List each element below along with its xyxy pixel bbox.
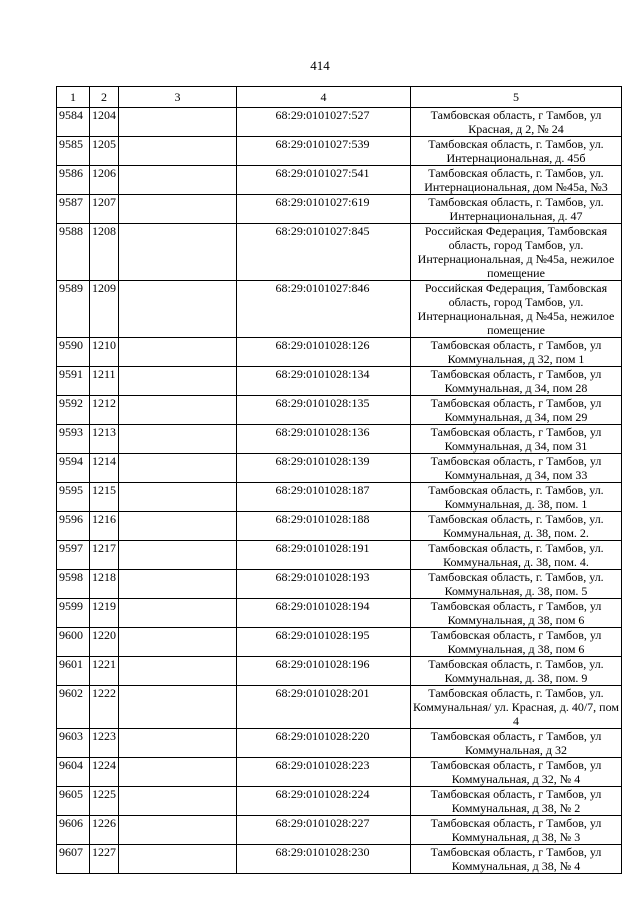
item-number-cell: 1215 <box>90 483 119 512</box>
empty-cell <box>119 512 237 541</box>
item-number-cell: 1219 <box>90 599 119 628</box>
row-number-cell: 9599 <box>57 599 90 628</box>
item-number-cell: 1217 <box>90 541 119 570</box>
table-row <box>57 599 622 628</box>
empty-cell <box>119 396 237 425</box>
cadastral-number-cell: 68:29:0101027:539 <box>237 137 411 166</box>
address-cell: Тамбовская область, г. Тамбов, ул. Коммунальная, д. 38, пом. 1 <box>411 483 622 512</box>
cadastral-number-cell: 68:29:0101028:227 <box>237 816 411 845</box>
row-number-cell: 9594 <box>57 454 90 483</box>
empty-cell <box>119 541 237 570</box>
column-header-3: 3 <box>119 87 237 108</box>
row-number-cell: 9586 <box>57 166 90 195</box>
cadastral-number-cell: 68:29:0101027:846 <box>237 281 411 338</box>
row-number-cell: 9584 <box>57 108 90 137</box>
empty-cell <box>119 483 237 512</box>
empty-cell <box>119 628 237 657</box>
column-header-4: 4 <box>237 87 411 108</box>
empty-cell <box>119 686 237 729</box>
cadastral-number-cell: 68:29:0101028:126 <box>237 338 411 367</box>
row-number-cell: 9606 <box>57 816 90 845</box>
row-number-cell: 9593 <box>57 425 90 454</box>
row-number-cell: 9588 <box>57 224 90 281</box>
table-row <box>57 166 622 195</box>
address-cell: Тамбовская область, г. Тамбов, ул. Коммунальная, д. 38, пом. 4. <box>411 541 622 570</box>
cadastral-number-cell: 68:29:0101028:196 <box>237 657 411 686</box>
item-number-cell: 1211 <box>90 367 119 396</box>
row-number-cell: 9585 <box>57 137 90 166</box>
cadastral-number-cell: 68:29:0101028:220 <box>237 729 411 758</box>
row-number-cell: 9592 <box>57 396 90 425</box>
item-number-cell: 1227 <box>90 845 119 874</box>
cadastral-number-cell: 68:29:0101028:193 <box>237 570 411 599</box>
table-row <box>57 396 622 425</box>
table-row <box>57 845 622 874</box>
table-row <box>57 195 622 224</box>
item-number-cell: 1210 <box>90 338 119 367</box>
row-number-cell: 9607 <box>57 845 90 874</box>
row-number-cell: 9598 <box>57 570 90 599</box>
address-cell: Тамбовская область, г. Тамбов, ул. Коммунальная/ ул. Красная, д. 40/7, пом 4 <box>411 686 622 729</box>
cadastral-number-cell: 68:29:0101028:223 <box>237 758 411 787</box>
item-number-cell: 1218 <box>90 570 119 599</box>
row-number-cell: 9591 <box>57 367 90 396</box>
empty-cell <box>119 758 237 787</box>
empty-cell <box>119 166 237 195</box>
empty-cell <box>119 787 237 816</box>
address-cell: Тамбовская область, г. Тамбов, ул. Интернациональная, дом №45а, №3 <box>411 166 622 195</box>
address-cell: Тамбовская область, г. Тамбов, ул. Коммунальная, д. 38, пом. 9 <box>411 657 622 686</box>
empty-cell <box>119 845 237 874</box>
empty-cell <box>119 599 237 628</box>
table-row <box>57 281 622 338</box>
address-cell: Тамбовская область, г. Тамбов, ул. Коммунальная, д. 38, пом. 5 <box>411 570 622 599</box>
table-row <box>57 570 622 599</box>
cadastral-number-cell: 68:29:0101028:195 <box>237 628 411 657</box>
row-number-cell: 9596 <box>57 512 90 541</box>
cadastral-number-cell: 68:29:0101028:194 <box>237 599 411 628</box>
table-row <box>57 367 622 396</box>
table-row <box>57 108 622 137</box>
cadastral-number-cell: 68:29:0101027:541 <box>237 166 411 195</box>
empty-cell <box>119 281 237 338</box>
cadastral-number-cell: 68:29:0101028:201 <box>237 686 411 729</box>
table-row <box>57 338 622 367</box>
row-number-cell: 9595 <box>57 483 90 512</box>
item-number-cell: 1212 <box>90 396 119 425</box>
item-number-cell: 1222 <box>90 686 119 729</box>
table-row <box>57 224 622 281</box>
address-cell: Российская Федерация, Тамбовская область, город Тамбов, ул. Интернациональная, д №45а, нежилое помещение <box>411 224 622 281</box>
empty-cell <box>119 195 237 224</box>
table-row <box>57 686 622 729</box>
table-row <box>57 512 622 541</box>
address-cell: Тамбовская область, г. Тамбов, ул. Интернациональная, д. 45б <box>411 137 622 166</box>
address-cell: Российская Федерация, Тамбовская область, город Тамбов, ул. Интернациональная, д №45а, нежилое помещение <box>411 281 622 338</box>
table-row <box>57 425 622 454</box>
table-header-row <box>57 87 622 108</box>
cadastral-number-cell: 68:29:0101028:136 <box>237 425 411 454</box>
empty-cell <box>119 338 237 367</box>
page-number: 414 <box>310 58 330 73</box>
address-cell: Тамбовская область, г. Тамбов, ул. Коммунальная, д. 38, пом. 2. <box>411 512 622 541</box>
address-cell: Тамбовская область, г Тамбов, ул Коммунальная, д 38, № 3 <box>411 816 622 845</box>
address-cell: Тамбовская область, г Тамбов, ул Коммунальная, д 38, пом 6 <box>411 628 622 657</box>
empty-cell <box>119 729 237 758</box>
item-number-cell: 1213 <box>90 425 119 454</box>
address-cell: Тамбовская область, г Тамбов, ул Коммунальная, д 32 <box>411 729 622 758</box>
item-number-cell: 1225 <box>90 787 119 816</box>
empty-cell <box>119 108 237 137</box>
item-number-cell: 1214 <box>90 454 119 483</box>
empty-cell <box>119 454 237 483</box>
row-number-cell: 9605 <box>57 787 90 816</box>
item-number-cell: 1223 <box>90 729 119 758</box>
item-number-cell: 1208 <box>90 224 119 281</box>
cadastral-number-cell: 68:29:0101028:135 <box>237 396 411 425</box>
cadastral-number-cell: 68:29:0101028:187 <box>237 483 411 512</box>
item-number-cell: 1221 <box>90 657 119 686</box>
cadastral-number-cell: 68:29:0101028:230 <box>237 845 411 874</box>
cadastral-number-cell: 68:29:0101027:527 <box>237 108 411 137</box>
row-number-cell: 9601 <box>57 657 90 686</box>
table-body <box>57 108 622 874</box>
address-cell: Тамбовская область, г Тамбов, ул Коммунальная, д 38, пом 6 <box>411 599 622 628</box>
table-row <box>57 787 622 816</box>
address-cell: Тамбовская область, г Тамбов, ул Коммунальная, д 34, пом 33 <box>411 454 622 483</box>
item-number-cell: 1216 <box>90 512 119 541</box>
row-number-cell: 9604 <box>57 758 90 787</box>
empty-cell <box>119 816 237 845</box>
item-number-cell: 1207 <box>90 195 119 224</box>
empty-cell <box>119 224 237 281</box>
address-cell: Тамбовская область, г Тамбов, ул Коммунальная, д 38, № 2 <box>411 787 622 816</box>
table-row <box>57 483 622 512</box>
cadastral-number-cell: 68:29:0101027:619 <box>237 195 411 224</box>
item-number-cell: 1226 <box>90 816 119 845</box>
cadastral-number-cell: 68:29:0101027:845 <box>237 224 411 281</box>
address-cell: Тамбовская область, г. Тамбов, ул. Интернациональная, д. 47 <box>411 195 622 224</box>
item-number-cell: 1206 <box>90 166 119 195</box>
table-row <box>57 541 622 570</box>
table-row <box>57 137 622 166</box>
row-number-cell: 9602 <box>57 686 90 729</box>
row-number-cell: 9589 <box>57 281 90 338</box>
empty-cell <box>119 570 237 599</box>
cadastral-number-cell: 68:29:0101028:191 <box>237 541 411 570</box>
item-number-cell: 1204 <box>90 108 119 137</box>
column-header-5: 5 <box>411 87 622 108</box>
table-row <box>57 628 622 657</box>
cadastral-number-cell: 68:29:0101028:139 <box>237 454 411 483</box>
empty-cell <box>119 657 237 686</box>
empty-cell <box>119 137 237 166</box>
column-header-2: 2 <box>90 87 119 108</box>
table-row <box>57 657 622 686</box>
row-number-cell: 9590 <box>57 338 90 367</box>
empty-cell <box>119 425 237 454</box>
address-cell: Тамбовская область, г Тамбов, ул Коммунальная, д 32, № 4 <box>411 758 622 787</box>
cadastral-number-cell: 68:29:0101028:188 <box>237 512 411 541</box>
item-number-cell: 1220 <box>90 628 119 657</box>
address-cell: Тамбовская область, г Тамбов, ул Коммунальная, д 34, пом 31 <box>411 425 622 454</box>
row-number-cell: 9587 <box>57 195 90 224</box>
address-cell: Тамбовская область, г Тамбов, ул Коммунальная, д 32, пом 1 <box>411 338 622 367</box>
cadastral-number-cell: 68:29:0101028:134 <box>237 367 411 396</box>
address-cell: Тамбовская область, г Тамбов, ул Красная, д 2, № 24 <box>411 108 622 137</box>
item-number-cell: 1209 <box>90 281 119 338</box>
cadastral-number-cell: 68:29:0101028:224 <box>237 787 411 816</box>
address-cell: Тамбовская область, г Тамбов, ул Коммунальная, д 34, пом 29 <box>411 396 622 425</box>
registry-table <box>56 86 622 874</box>
address-cell: Тамбовская область, г Тамбов, ул Коммунальная, д 34, пом 28 <box>411 367 622 396</box>
table-row <box>57 758 622 787</box>
row-number-cell: 9597 <box>57 541 90 570</box>
address-cell: Тамбовская область, г Тамбов, ул Коммунальная, д 38, № 4 <box>411 845 622 874</box>
item-number-cell: 1224 <box>90 758 119 787</box>
row-number-cell: 9603 <box>57 729 90 758</box>
row-number-cell: 9600 <box>57 628 90 657</box>
item-number-cell: 1205 <box>90 137 119 166</box>
table-row <box>57 816 622 845</box>
column-header-1: 1 <box>57 87 90 108</box>
empty-cell <box>119 367 237 396</box>
table-row <box>57 729 622 758</box>
table-row <box>57 454 622 483</box>
